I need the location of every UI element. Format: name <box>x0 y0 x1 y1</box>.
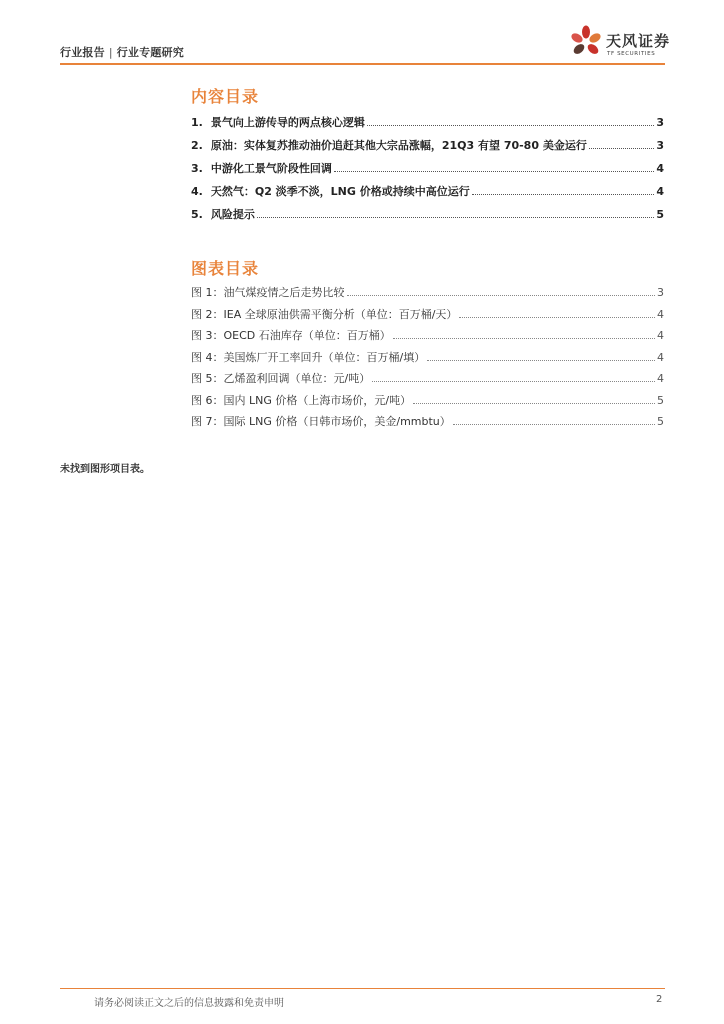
flower-logo-icon <box>568 24 604 60</box>
figure-entry[interactable] <box>191 389 664 411</box>
dot-leader <box>393 324 655 339</box>
figure-entry-text: 图 3：OECD 石油库存（单位：百万桶） <box>191 329 391 342</box>
dot-leader <box>459 303 655 318</box>
contents-list <box>191 110 664 225</box>
figure-entry-text: 图 1：油气煤疫情之后走势比较 <box>191 286 345 299</box>
footer-divider <box>60 988 665 989</box>
dot-leader <box>367 110 655 126</box>
figure-entry-page: 4 <box>657 350 664 364</box>
toc-entry-text: 中游化工景气阶段性回调 <box>210 162 332 175</box>
figure-entry[interactable] <box>191 281 664 303</box>
logo-name: 天风证券 <box>606 32 671 50</box>
header-separator: | <box>108 46 113 59</box>
toc-entry-page: 5 <box>656 208 664 221</box>
figures-list <box>191 281 664 432</box>
toc-entry-page: 4 <box>656 162 664 175</box>
toc-entry-text: 景气向上游传导的两点核心逻辑 <box>210 116 365 129</box>
figure-entry-page: 5 <box>657 393 664 407</box>
dot-leader <box>334 156 655 172</box>
figure-entry-page: 3 <box>657 286 664 299</box>
dot-leader <box>347 281 656 296</box>
figure-entry-page: 4 <box>657 372 664 385</box>
toc-entry-number: 4. <box>191 185 203 198</box>
no-figures-note: 未找到图形项目表。 <box>60 464 150 475</box>
figure-entry[interactable] <box>191 324 664 346</box>
figure-entry[interactable] <box>191 346 664 368</box>
doc-type: 行业报告 <box>60 46 105 59</box>
figure-entry[interactable] <box>191 367 664 389</box>
dot-leader <box>413 389 655 404</box>
figure-entry-text: 图 6：国内 LNG 价格（上海市场价，元/吨） <box>191 393 412 407</box>
logo-subtitle: TF SECURITIES <box>607 51 656 57</box>
dot-leader <box>372 367 655 382</box>
figure-entry-text: 图 4：美国炼厂开工率回升（单位：百万桶/填） <box>191 350 426 364</box>
figure-entry[interactable] <box>191 410 664 432</box>
toc-entry[interactable] <box>191 110 664 133</box>
toc-entry-text: 风险提示 <box>210 208 255 221</box>
dot-leader <box>589 133 655 149</box>
dot-leader <box>257 202 655 218</box>
figure-entry-text: 图 2：IEA 全球原油供需平衡分析（单位：百万桶/天） <box>191 307 458 321</box>
figure-entry-page: 5 <box>657 415 664 428</box>
header-divider <box>60 63 665 65</box>
figures-title: 图表目录 <box>191 259 260 278</box>
toc-entry[interactable] <box>191 156 664 179</box>
toc-entry-number: 1. <box>191 116 203 129</box>
toc-entry-text: 原油：实体复苏推动油价追赶其他大宗品涨幅，21Q3 有望 70-80 美金运行 <box>210 139 587 152</box>
page-number: 2 <box>656 994 663 1005</box>
toc-entry[interactable] <box>191 179 664 202</box>
figure-entry-text: 图 5：乙烯盈利回调（单位：元/吨） <box>191 372 371 385</box>
figure-entry-text: 图 7：国际 LNG 价格（日韩市场价，美金/mmbtu） <box>191 415 451 428</box>
toc-entry[interactable] <box>191 133 664 156</box>
figure-entry[interactable] <box>191 303 664 325</box>
footer-disclaimer: 请务必阅读正文之后的信息披露和免责申明 <box>94 998 284 1009</box>
toc-entry-number: 3. <box>191 162 203 175</box>
toc-entry-number: 5. <box>191 208 203 221</box>
toc-entry-page: 3 <box>656 139 664 152</box>
dot-leader <box>472 179 655 195</box>
toc-entry-page: 3 <box>656 116 664 129</box>
toc-entry-page: 4 <box>656 185 664 198</box>
company-logo <box>568 24 678 64</box>
report-header <box>60 44 184 60</box>
toc-entry-number: 2. <box>191 139 203 152</box>
dot-leader <box>453 410 655 425</box>
toc-entry[interactable] <box>191 202 664 225</box>
dot-leader <box>427 346 655 361</box>
doc-category: 行业专题研究 <box>116 46 184 59</box>
contents-title: 内容目录 <box>191 87 260 106</box>
toc-entry-text: 天然气：Q2 淡季不淡，LNG 价格或持续中高位运行 <box>210 185 470 198</box>
figure-entry-page: 4 <box>657 307 664 321</box>
figure-entry-page: 4 <box>657 329 664 342</box>
